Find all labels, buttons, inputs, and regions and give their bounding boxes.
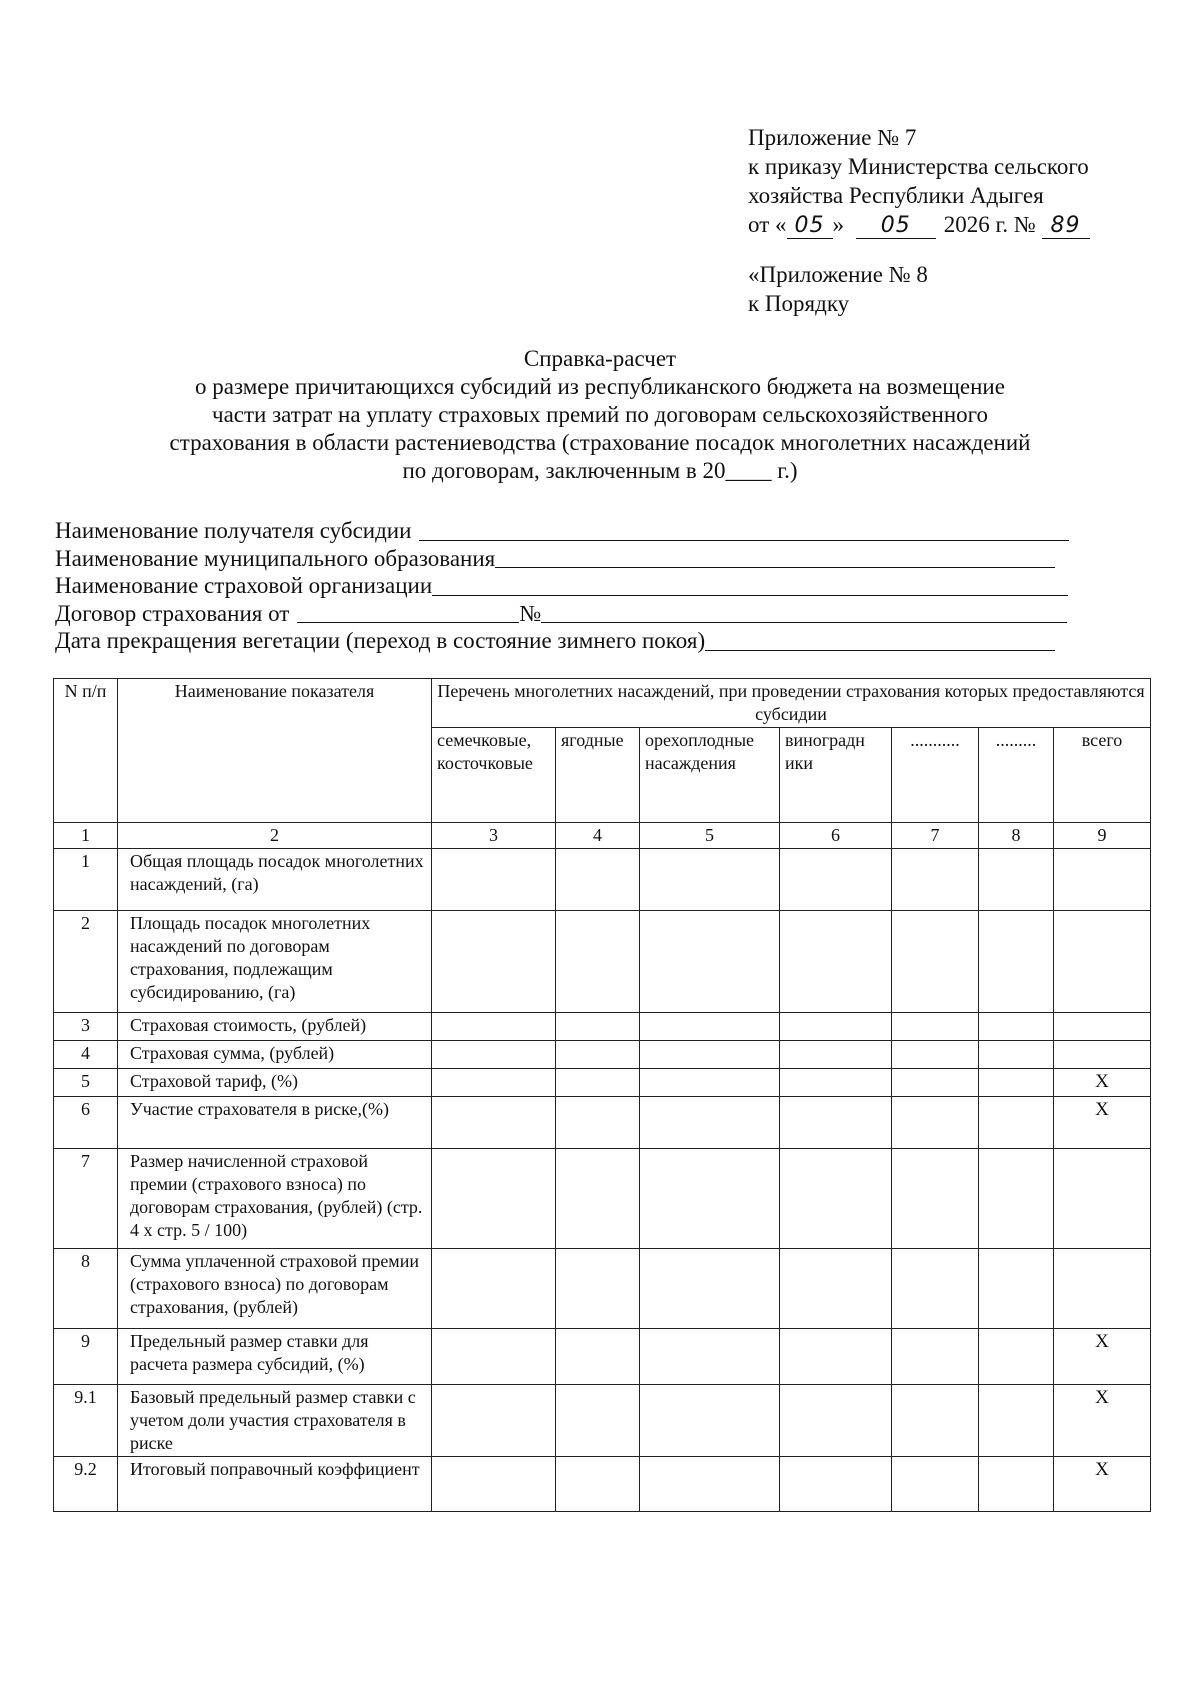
col-number: 4 [556,823,640,849]
value-cell[interactable] [892,1097,979,1149]
field-insurer-line[interactable] [432,575,1068,596]
row-indicator-name: Размер начисленной страховой премии (страхового взноса) по договорам страхования, (рублей) (стр. 4 х стр. 5 / 100) [118,1149,432,1249]
row-indicator-name: Базовый предельный размер ставки с учетом доли участия страхователя в риске [118,1385,432,1457]
row-indicator-name: Участие страхователя в риске,(%) [118,1097,432,1149]
value-cell[interactable] [979,1069,1054,1097]
row-indicator-name: Предельный размер ставки для расчета размера субсидий, (%) [118,1329,432,1385]
appendix-line1: Приложение № 7 [748,125,917,150]
table-row [54,1097,1151,1149]
col-number: 6 [780,823,892,849]
row-indicator-name: Общая площадь посадок многолетних насаждений, (га) [118,849,432,911]
value-cell[interactable] [892,849,979,911]
value-cell[interactable] [556,1097,640,1149]
title-line2: о размере причитающихся субсидий из республиканского бюджета на возмещение [195,374,1005,399]
value-cell[interactable] [556,1385,640,1457]
title-line1: Справка-расчет [523,346,677,371]
total-cell[interactable]: Х [1054,1097,1151,1149]
date-day: 05 [787,214,833,239]
title-line4: страхования в области растениеводства (страхование посадок многолетних насаждений [169,430,1031,455]
table-row [54,1013,1151,1041]
date-mid: » [832,212,844,237]
value-cell[interactable] [892,1013,979,1041]
value-cell[interactable] [432,1041,556,1069]
value-cell[interactable] [979,1249,1054,1329]
value-cell[interactable] [979,1329,1054,1385]
table-row [54,911,1151,1013]
value-cell[interactable] [979,849,1054,911]
col-number: 3 [432,823,556,849]
value-cell[interactable] [780,1385,892,1457]
row-number: 9 [54,1329,118,1385]
value-cell[interactable] [892,911,979,1013]
value-cell[interactable] [432,1249,556,1329]
value-cell[interactable] [640,1069,780,1097]
row-number: 4 [54,1041,118,1069]
field-vegetation [55,627,1069,655]
value-cell[interactable] [892,1149,979,1249]
field-vegetation-line[interactable] [705,630,1055,651]
field-contract-no-label: № [519,600,542,626]
total-cell[interactable] [1054,1149,1151,1249]
total-cell[interactable] [1054,1041,1151,1069]
header-group: Перечень многолетних насаждений, при проведении страхования которых предоставляются субсидии [432,679,1151,728]
value-cell[interactable] [640,1149,780,1249]
row-indicator-name: Страховая сумма, (рублей) [118,1041,432,1069]
field-insurer-label: Наименование страховой организации [55,573,433,598]
value-cell[interactable] [979,1149,1054,1249]
row-number: 7 [54,1149,118,1249]
value-cell[interactable] [556,1249,640,1329]
value-cell[interactable] [780,1329,892,1385]
date-year: 2026 г. № [943,212,1036,237]
value-cell[interactable] [556,1013,640,1041]
subheader-vineyard: виноградн ики [780,728,892,823]
col-number: 1 [54,823,118,849]
table-body [54,849,1151,1512]
table-row [54,1069,1151,1097]
field-contract-no-line[interactable] [541,602,1067,623]
value-cell[interactable] [432,1385,556,1457]
table-row [54,1041,1151,1069]
value-cell[interactable] [556,1041,640,1069]
value-cell[interactable] [780,1457,892,1512]
value-cell[interactable] [432,911,556,1013]
table-row [54,1457,1151,1512]
table-row [54,1149,1151,1249]
value-cell[interactable] [979,911,1054,1013]
value-cell[interactable] [640,1249,780,1329]
table-row [54,1385,1151,1457]
appendix2-line2: к Порядку [748,291,850,316]
value-cell[interactable] [780,1069,892,1097]
subheader-nut: орехоплодные насаждения [640,728,780,823]
value-cell[interactable] [640,1329,780,1385]
value-cell[interactable] [432,1457,556,1512]
appendix-block [748,123,1090,239]
field-contract-label: Договор страхования от [55,600,290,626]
column-number-row [54,823,1151,849]
total-cell[interactable] [1054,849,1151,911]
title-line5: по договорам, заключенным в 20____ г.) [402,458,798,483]
field-insurer [55,572,1069,600]
field-contract [55,600,1069,628]
field-municipality-label: Наименование муниципального образования [55,545,496,571]
date-month: 05 [856,214,936,239]
value-cell[interactable] [892,1041,979,1069]
field-recipient-label: Наименование получателя субсидии [55,518,412,543]
col-number: 8 [979,823,1054,849]
col-number: 7 [892,823,979,849]
value-cell[interactable] [979,1457,1054,1512]
table-row [54,1329,1151,1385]
value-cell[interactable] [780,1041,892,1069]
value-cell[interactable] [640,849,780,911]
table-row [54,1249,1151,1329]
col-number: 5 [640,823,780,849]
value-cell[interactable] [640,1013,780,1041]
value-cell[interactable] [780,911,892,1013]
title-line3: части затрат на уплату страховых премий по договорам сельскохозяйственного [212,402,988,427]
subheader-other-2: ......... [979,728,1054,823]
col-number: 9 [1054,823,1151,849]
appendix2-block [748,260,928,318]
order-number: 89 [1042,214,1090,239]
header-row-1 [54,679,1151,728]
header-num: N п/п [54,679,118,823]
value-cell[interactable] [892,1249,979,1329]
value-cell[interactable] [640,911,780,1013]
subheader-berry: ягодные [556,728,640,823]
appendix-date-line [748,210,1090,239]
value-cell[interactable] [556,1149,640,1249]
field-recipient [55,517,1069,545]
row-indicator-name: Итоговый поправочный коэффициент [118,1457,432,1512]
fields-block [55,517,1069,655]
value-cell[interactable] [979,1097,1054,1149]
value-cell[interactable] [979,1385,1054,1457]
value-cell[interactable] [979,1041,1054,1069]
field-recipient-line[interactable] [419,520,1069,541]
field-vegetation-label: Дата прекращения вегетации (переход в состояние зимнего покоя) [55,628,706,653]
value-cell[interactable] [892,1329,979,1385]
row-number: 3 [54,1013,118,1041]
value-cell[interactable] [780,849,892,911]
row-indicator-name: Площадь посадок многолетних насаждений по договорам страхования, подлежащим субсидированию, (га) [118,911,432,1013]
field-contract-date-line[interactable] [297,602,519,623]
value-cell[interactable] [640,1041,780,1069]
appendix-line3: хозяйства Республики Адыгея [748,183,1044,208]
value-cell[interactable] [432,849,556,911]
field-municipality [55,545,1069,573]
table-row [54,849,1151,911]
row-indicator-name: Сумма уплаченной страховой премии (страхового взноса) по договорам страхования, (рублей) [118,1249,432,1329]
col-number: 2 [118,823,432,849]
subsidy-table [53,678,1151,1512]
value-cell[interactable] [892,1385,979,1457]
value-cell[interactable] [979,1013,1054,1041]
value-cell[interactable] [432,1069,556,1097]
field-municipality-line[interactable] [495,547,1055,568]
row-number: 5 [54,1069,118,1097]
value-cell[interactable] [640,1457,780,1512]
total-cell[interactable]: Х [1054,1329,1151,1385]
subheader-total: всего [1054,728,1151,823]
total-cell[interactable] [1054,1249,1151,1329]
value-cell[interactable] [556,1069,640,1097]
row-number: 9.1 [54,1385,118,1457]
value-cell[interactable] [780,1013,892,1041]
total-cell[interactable]: Х [1054,1457,1151,1512]
total-cell[interactable] [1054,911,1151,1013]
value-cell[interactable] [556,1329,640,1385]
value-cell[interactable] [432,1097,556,1149]
row-number: 2 [54,911,118,1013]
value-cell[interactable] [892,1069,979,1097]
value-cell[interactable] [556,849,640,911]
value-cell[interactable] [640,1385,780,1457]
subheader-pome: семечковые, косточковые [432,728,556,823]
row-indicator-name: Страховая стоимость, (рублей) [118,1013,432,1041]
value-cell[interactable] [780,1249,892,1329]
value-cell[interactable] [556,1457,640,1512]
value-cell[interactable] [892,1457,979,1512]
value-cell[interactable] [432,1149,556,1249]
row-number: 9.2 [54,1457,118,1512]
value-cell[interactable] [780,1149,892,1249]
document-title [100,345,1100,485]
date-prefix: от « [748,212,787,237]
row-indicator-name: Страховой тариф, (%) [118,1069,432,1097]
row-number: 6 [54,1097,118,1149]
value-cell[interactable] [640,1097,780,1149]
row-number: 8 [54,1249,118,1329]
header-name: Наименование показателя [118,679,432,823]
appendix2-line1: «Приложение № 8 [748,262,928,287]
total-cell[interactable] [1054,1013,1151,1041]
row-number: 1 [54,849,118,911]
value-cell[interactable] [780,1097,892,1149]
subheader-other-1: ........... [892,728,979,823]
appendix-line2: к приказу Министерства сельского [748,154,1089,179]
total-cell[interactable]: Х [1054,1069,1151,1097]
value-cell[interactable] [556,911,640,1013]
total-cell[interactable]: Х [1054,1385,1151,1457]
value-cell[interactable] [432,1329,556,1385]
value-cell[interactable] [432,1013,556,1041]
